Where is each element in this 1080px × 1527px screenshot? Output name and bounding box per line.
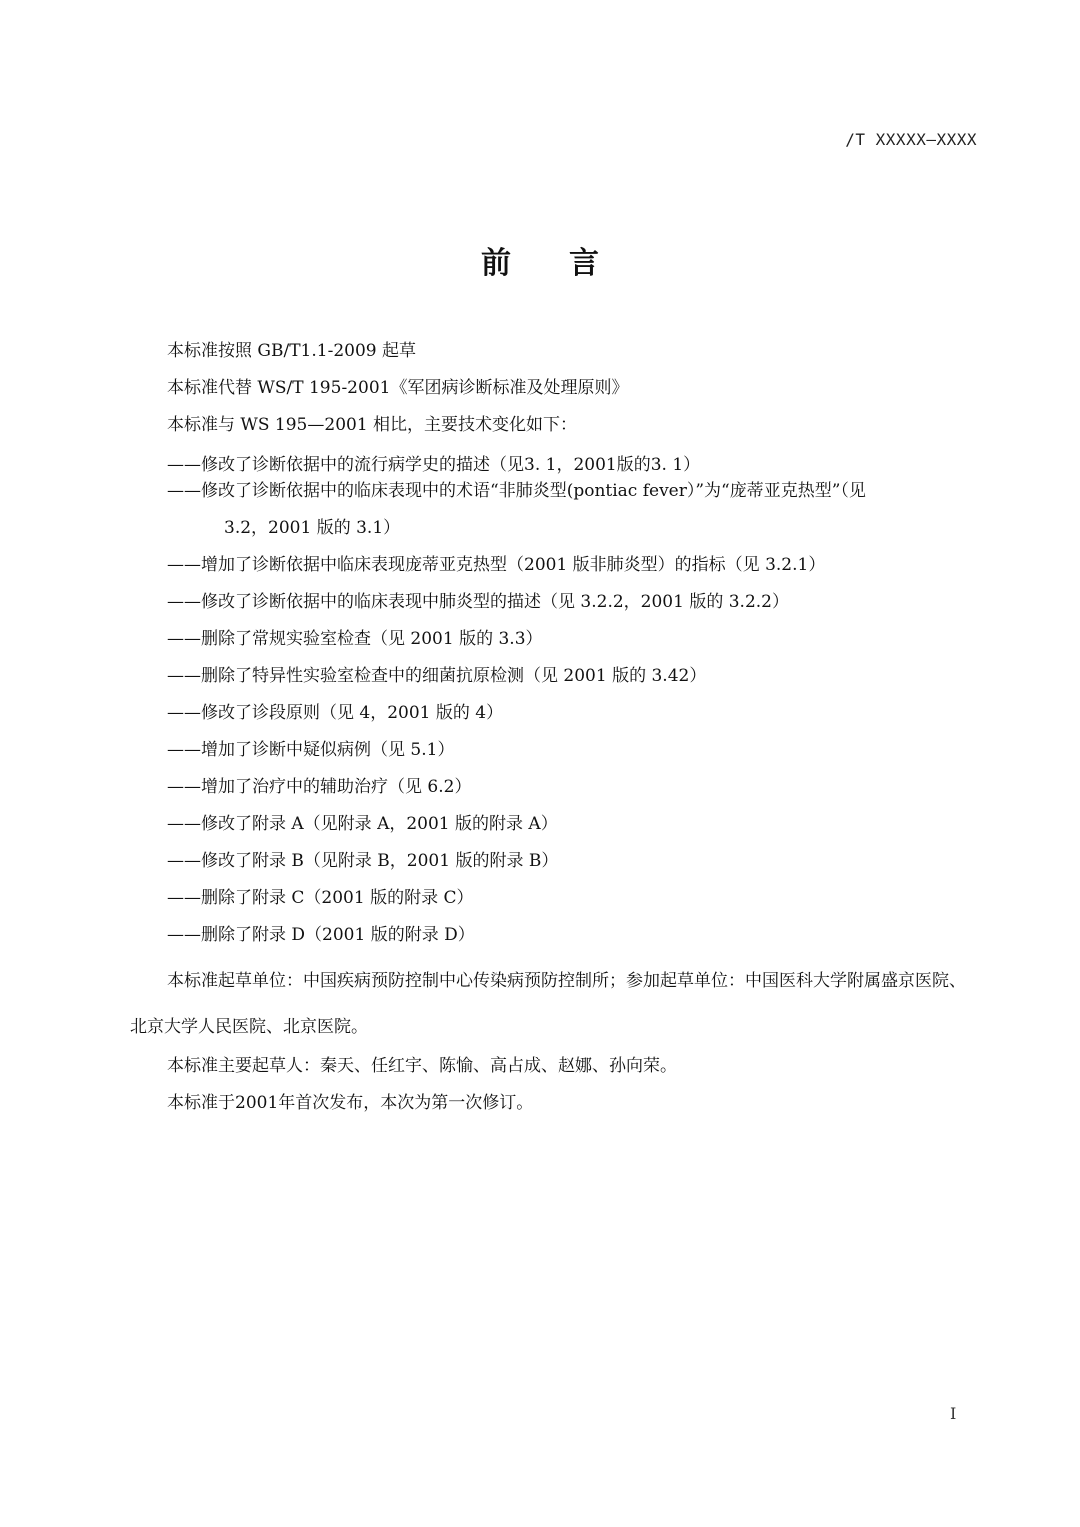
page-number: I [950, 1404, 957, 1423]
intro-line-replaces: 本标准代替 WS/T 195-2001《军团病诊断标准及处理原则》 [167, 378, 629, 398]
page-title: 前言 [481, 246, 657, 281]
change-item-continuation: 3.2，2001 版的 3.1） [224, 518, 401, 538]
change-item: ——删除了特异性实验室检查中的细菌抗原检测（见 2001 版的 3.42） [167, 666, 707, 686]
drafters-paragraph: 本标准主要起草人：秦天、任红宇、陈愉、高占成、赵娜、孙向荣。 [167, 1056, 677, 1076]
change-item: ——修改了附录 B（见附录 B，2001 版的附录 B） [167, 851, 559, 871]
change-item: ——删除了常规实验室检查（见 2001 版的 3.3） [167, 629, 543, 649]
change-item: ——修改了诊段原则（见 4，2001 版的 4） [167, 703, 504, 723]
change-item: ——修改了诊断依据中的临床表现中的术语“非肺炎型(pontiac fever）”为“庞蒂亚克热型”（见 [167, 481, 866, 501]
change-item: ——修改了诊断依据中的流行病学史的描述（见3. 1，2001版的3. 1） [167, 455, 701, 475]
drafting-units-paragraph: 本标准起草单位：中国疾病预防控制中心传染病预防控制所；参加起草单位：中国医科大学附属盛京医院、北京大学人民医院、北京医院。 [130, 971, 966, 1037]
standard-code-header: /T XXXXX—XXXX [845, 130, 977, 149]
history-paragraph: 本标准于2001年首次发布，本次为第一次修订。 [167, 1093, 534, 1113]
change-item: ——增加了诊断中疑似病例（见 5.1） [167, 740, 455, 760]
intro-line-changes-heading: 本标准与 WS 195—2001 相比，主要技术变化如下： [167, 415, 578, 435]
change-item: ——删除了附录 D（2001 版的附录 D） [167, 925, 475, 945]
intro-line-drafting-rule: 本标准按照 GB/T1.1-2009 起草 [167, 341, 416, 361]
change-item: ——增加了治疗中的辅助治疗（见 6.2） [167, 777, 472, 797]
change-item: ——增加了诊断依据中临床表现庞蒂亚克热型（2001 版非肺炎型）的指标（见 3.2.1） [167, 555, 826, 575]
change-item: ——修改了附录 A（见附录 A，2001 版的附录 A） [167, 814, 558, 834]
change-item: ——删除了附录 C（2001 版的附录 C） [167, 888, 474, 908]
change-item: ——修改了诊断依据中的临床表现中肺炎型的描述（见 3.2.2，2001 版的 3.2.2） [167, 592, 789, 612]
